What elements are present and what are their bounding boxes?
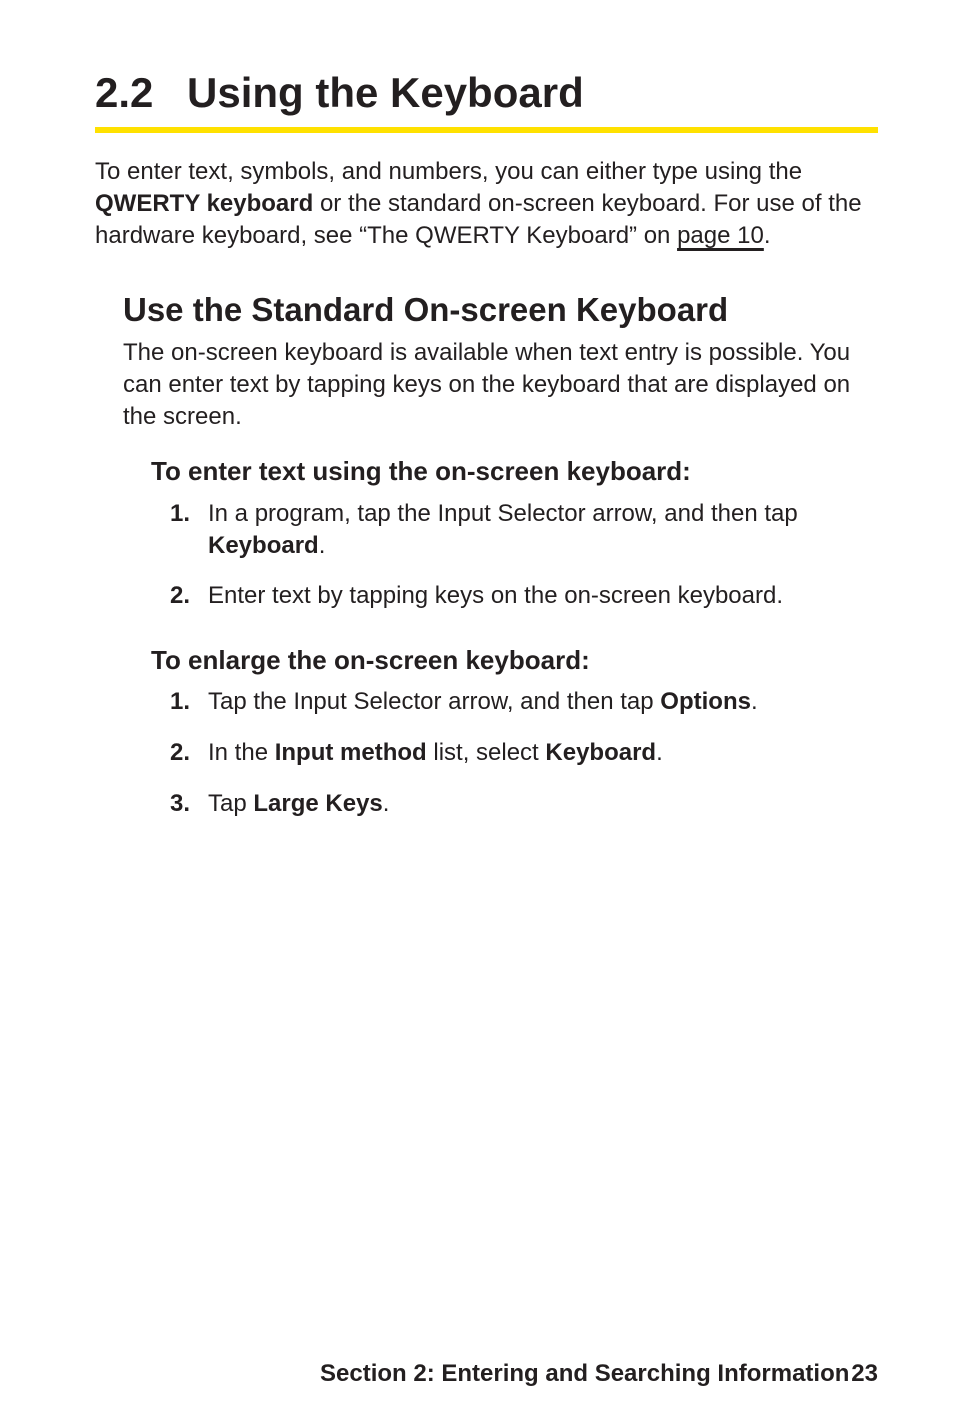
step-text	[208, 737, 860, 769]
step-text-part: In the	[208, 739, 275, 766]
step-number: 1.	[170, 500, 191, 527]
step-text-part: Tap	[208, 790, 254, 817]
step-item	[170, 580, 860, 612]
footer-section-title: Section 2: Entering and Searching Information	[320, 1360, 850, 1387]
subsection-paragraph: The on-screen keyboard is available when text entry is possible. You can enter text by tapping keys on the keyboard that are displayed on the screen.	[123, 339, 851, 430]
section-title	[95, 64, 878, 122]
qwerty-keyboard-term: QWERTY keyboard	[95, 190, 314, 217]
step-number: 2.	[170, 582, 191, 609]
step-text	[208, 788, 860, 820]
step-text-part: .	[318, 532, 326, 559]
options-term: Options	[660, 688, 751, 715]
step-text: Enter text by tapping keys on the on-screen keyboard.	[208, 582, 784, 609]
step-text	[208, 498, 860, 562]
procedure-title-enter-text: To enter text using the on-screen keyboard:	[151, 456, 691, 486]
step-number: 2.	[170, 739, 191, 766]
section-title-text: Using the Keyboard	[187, 69, 584, 116]
section-header	[95, 64, 878, 133]
step-item	[170, 498, 860, 562]
section-number: 2.2	[95, 69, 154, 116]
procedure-title-enlarge: To enlarge the on-screen keyboard:	[151, 645, 590, 675]
step-item	[170, 686, 860, 718]
page-10-link[interactable]: page 10	[677, 222, 764, 249]
subsection-title: Use the Standard On-screen Keyboard	[123, 291, 729, 328]
step-text-part: .	[382, 790, 390, 817]
step-text-part: .	[656, 739, 663, 766]
input-method-term: Input method	[274, 739, 427, 766]
step-text-part: list, select	[426, 739, 546, 766]
intro-text-cont: or the standard on-screen keyboard. For use of the hardware keyboard, see “The QWERTY Keyboard” on	[95, 190, 862, 249]
step-text-part: .	[750, 688, 758, 715]
step-item	[170, 788, 860, 820]
page-number: 23	[851, 1360, 878, 1387]
step-number: 1.	[170, 688, 191, 715]
intro-text: To enter text, symbols, and numbers, you can either type using the	[95, 158, 803, 185]
step-text	[208, 686, 860, 718]
page-footer	[320, 1358, 878, 1390]
keyboard-term: Keyboard	[208, 532, 319, 559]
keyboard-term: Keyboard	[545, 739, 657, 766]
intro-period: .	[763, 222, 771, 249]
step-number: 3.	[170, 790, 191, 817]
step-text-part: Tap the Input Selector arrow, and then tap	[208, 688, 661, 715]
step-item	[170, 737, 860, 769]
large-keys-term: Large Keys	[253, 790, 383, 817]
yellow-rule	[95, 127, 878, 133]
step-text-part: In a program, tap the Input Selector arrow, and then tap	[208, 500, 798, 527]
intro-paragraph	[95, 156, 885, 252]
